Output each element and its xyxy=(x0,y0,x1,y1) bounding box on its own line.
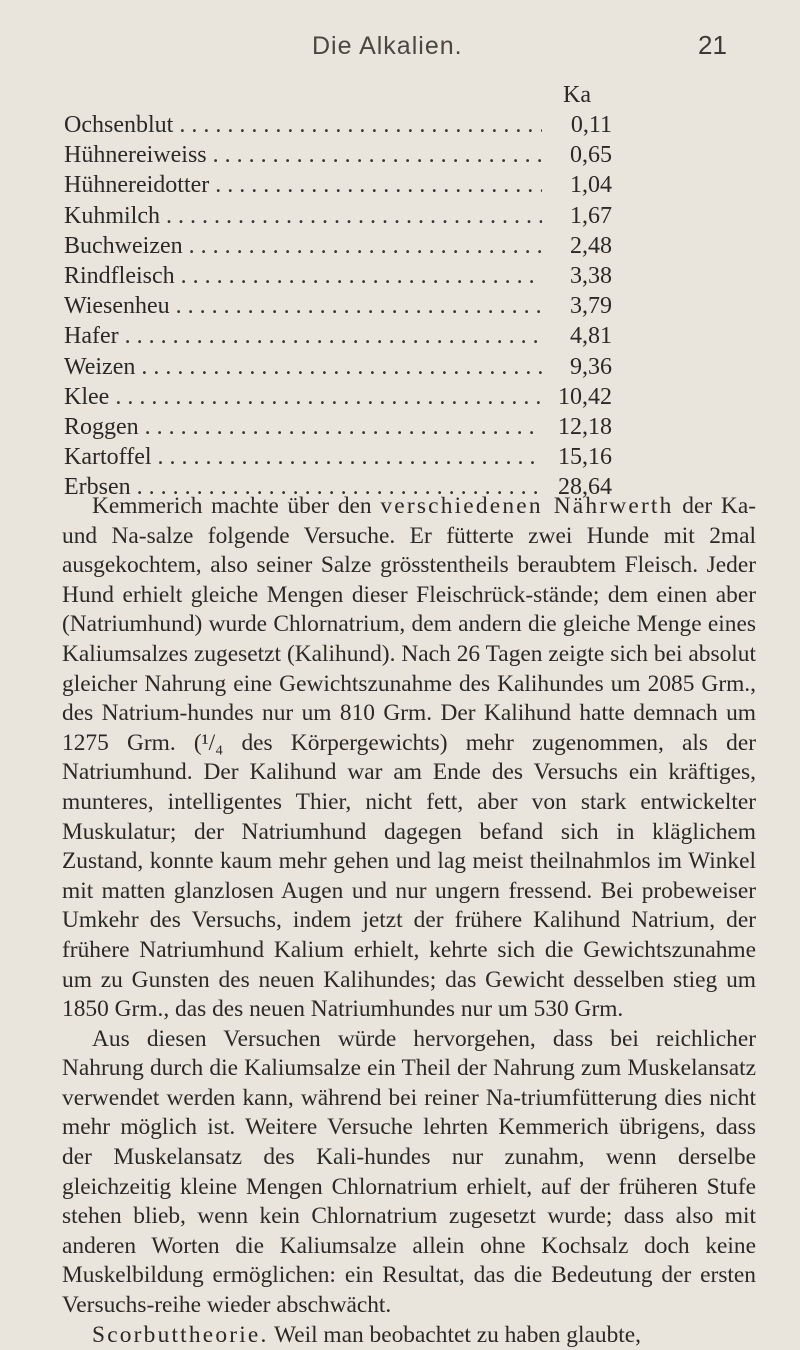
paragraph-scorbut xyxy=(62,1321,756,1350)
table-header xyxy=(64,80,612,110)
row-name: Hühnereiweiss xyxy=(64,142,207,169)
row-name: Hafer xyxy=(64,323,119,350)
table-row xyxy=(64,170,612,200)
table-row xyxy=(64,231,612,261)
dot-leader xyxy=(141,352,542,382)
row-value: 10,42 xyxy=(558,383,612,410)
page-number: 21 xyxy=(698,30,727,60)
row-name: Ochsenblut xyxy=(64,112,174,138)
dot-leader xyxy=(145,412,542,442)
table-row xyxy=(64,201,612,231)
paragraph-conclusion: Aus diesen Versuchen würde hervorgehen, dass bei reichlicher Nahrung durch die Kaliumsalze ein Theil der Nahrung zum Muskelansatz verwendet werden kann, während bei reiner Na-triumfütterung dies nicht mehr möglich ist. Weitere Versuche lehrten Kemmerich übrigens, dass der Muskelansatz des Kali-hundes nur zunahm, wenn derselbe gleichzeitig kleine Mengen Chlornatrium erhielt, auf der früheren Stufe stehen blieb, wenn kein Chlornatrium zugesetzt wurde; dass also mit anderen Worten die Kaliumsalze allein ohne Kochsalz doch keine Muskelbildung ermöglichen: ein Resultat, das die Bedeutung der ersten Versuchs-reihe wieder abschwächt. xyxy=(62,1025,756,1319)
paragraph-text: Kemmerich machte über den xyxy=(92,493,381,519)
table-row xyxy=(64,321,612,351)
table-row xyxy=(64,110,612,140)
row-value: 28,64 xyxy=(558,474,612,501)
row-value: 4,81 xyxy=(570,323,612,350)
table-row xyxy=(64,291,612,321)
paragraph-text: der Ka- und Na-salze folgende Versuche. Er fütterte zwei Hunde mit 2mal ausgekochtem, also seiner Salze grösstentheils beraubtem Fleisch. Jeder Hund erhielt gleiche Mengen dieser Fleischrück-stände; dem einen aber (Natriumhund) wurde Chlornatrium, dem andern die gleiche Menge eines Kaliumsalzes zugesetzt (Kalihund). Nach 26 Tagen zeigte sich bei absolut gleicher Nahrung eine Gewichtszunahme des Kalihundes um 2085 Grm., des Natrium-hundes nur um 810 Grm. Der Kalihund hatte demnach um 1275 Grm. (¹/₄ des Körpergewichts) mehr zugenommen, als der Natriumhund. Der Kalihund war am Ende des Versuchs ein kräftiges, munteres, intelligentes Thier, nicht fett, aber von stark entwickelter Muskulatur; der Natriumhund dagegen befand sich in kläglichem Zustand, konnte kaum mehr gehen und lag meist theilnahmlos im Winkel mit matten glanzlosen Augen und nur ungern fressend. Bei probeweiser Umkehr des Versuchs, indem jetzt der frühere Kalihund Natrium, der frühere Natriumhund Kalium erhielt, kehrte sich die Gewichtszunahme um zu Gunsten des neuen Kalihundes; das Gewicht desselben stieg um 1850 Grm., das des neuen Natriumhundes nur um 530 Grm. xyxy=(62,493,756,1023)
row-name: Kuhmilch xyxy=(64,202,160,229)
dot-leader xyxy=(213,140,542,170)
column-header-ka: Ka xyxy=(563,82,591,108)
dot-leader xyxy=(176,291,542,321)
body-text xyxy=(62,492,756,1350)
row-value: 0,65 xyxy=(570,142,612,169)
row-value: 2,48 xyxy=(570,232,612,259)
row-value: 1,67 xyxy=(570,202,612,229)
table-row xyxy=(64,412,612,442)
row-value: 1,04 xyxy=(570,172,612,199)
dot-leader xyxy=(115,382,542,412)
row-name: Buchweizen xyxy=(64,232,183,259)
table-row xyxy=(64,140,612,170)
row-name: Wiesenheu xyxy=(64,293,170,320)
row-value: 0,11 xyxy=(570,112,612,138)
table-row xyxy=(64,261,612,291)
dot-leader xyxy=(181,261,542,291)
row-name: Rindfleisch xyxy=(64,262,175,289)
row-name: Erbsen xyxy=(64,474,131,501)
table-row xyxy=(64,442,612,472)
row-value: 3,79 xyxy=(570,293,612,320)
paragraph-text: Weil man beobachtet zu haben glaubte, xyxy=(268,1321,642,1348)
table-row xyxy=(64,382,612,412)
row-name: Roggen xyxy=(64,413,139,440)
row-name: Hühnereidotter xyxy=(64,172,210,199)
running-title: Die Alkalien. xyxy=(312,32,463,60)
dot-leader xyxy=(158,442,542,472)
dot-leader xyxy=(215,170,542,200)
row-value: 12,18 xyxy=(558,413,612,440)
dot-leader xyxy=(179,110,542,140)
dot-leader xyxy=(189,231,542,261)
row-name: Kartoffel xyxy=(64,444,152,471)
row-value: 3,38 xyxy=(570,262,612,289)
row-name: Klee xyxy=(64,383,110,410)
potassium-table xyxy=(64,80,612,502)
table-row xyxy=(64,352,612,382)
row-value: 9,36 xyxy=(570,353,612,380)
dot-leader xyxy=(125,321,542,351)
row-value: 15,16 xyxy=(558,444,612,471)
section-heading-inline: Scorbuttheorie. xyxy=(92,1321,269,1348)
paragraph-kemmerich-experiment xyxy=(62,492,756,1025)
dot-leader xyxy=(166,201,542,231)
row-name: Weizen xyxy=(64,353,136,380)
emphasized-text: verschiedenen Nährwerth xyxy=(380,493,674,519)
